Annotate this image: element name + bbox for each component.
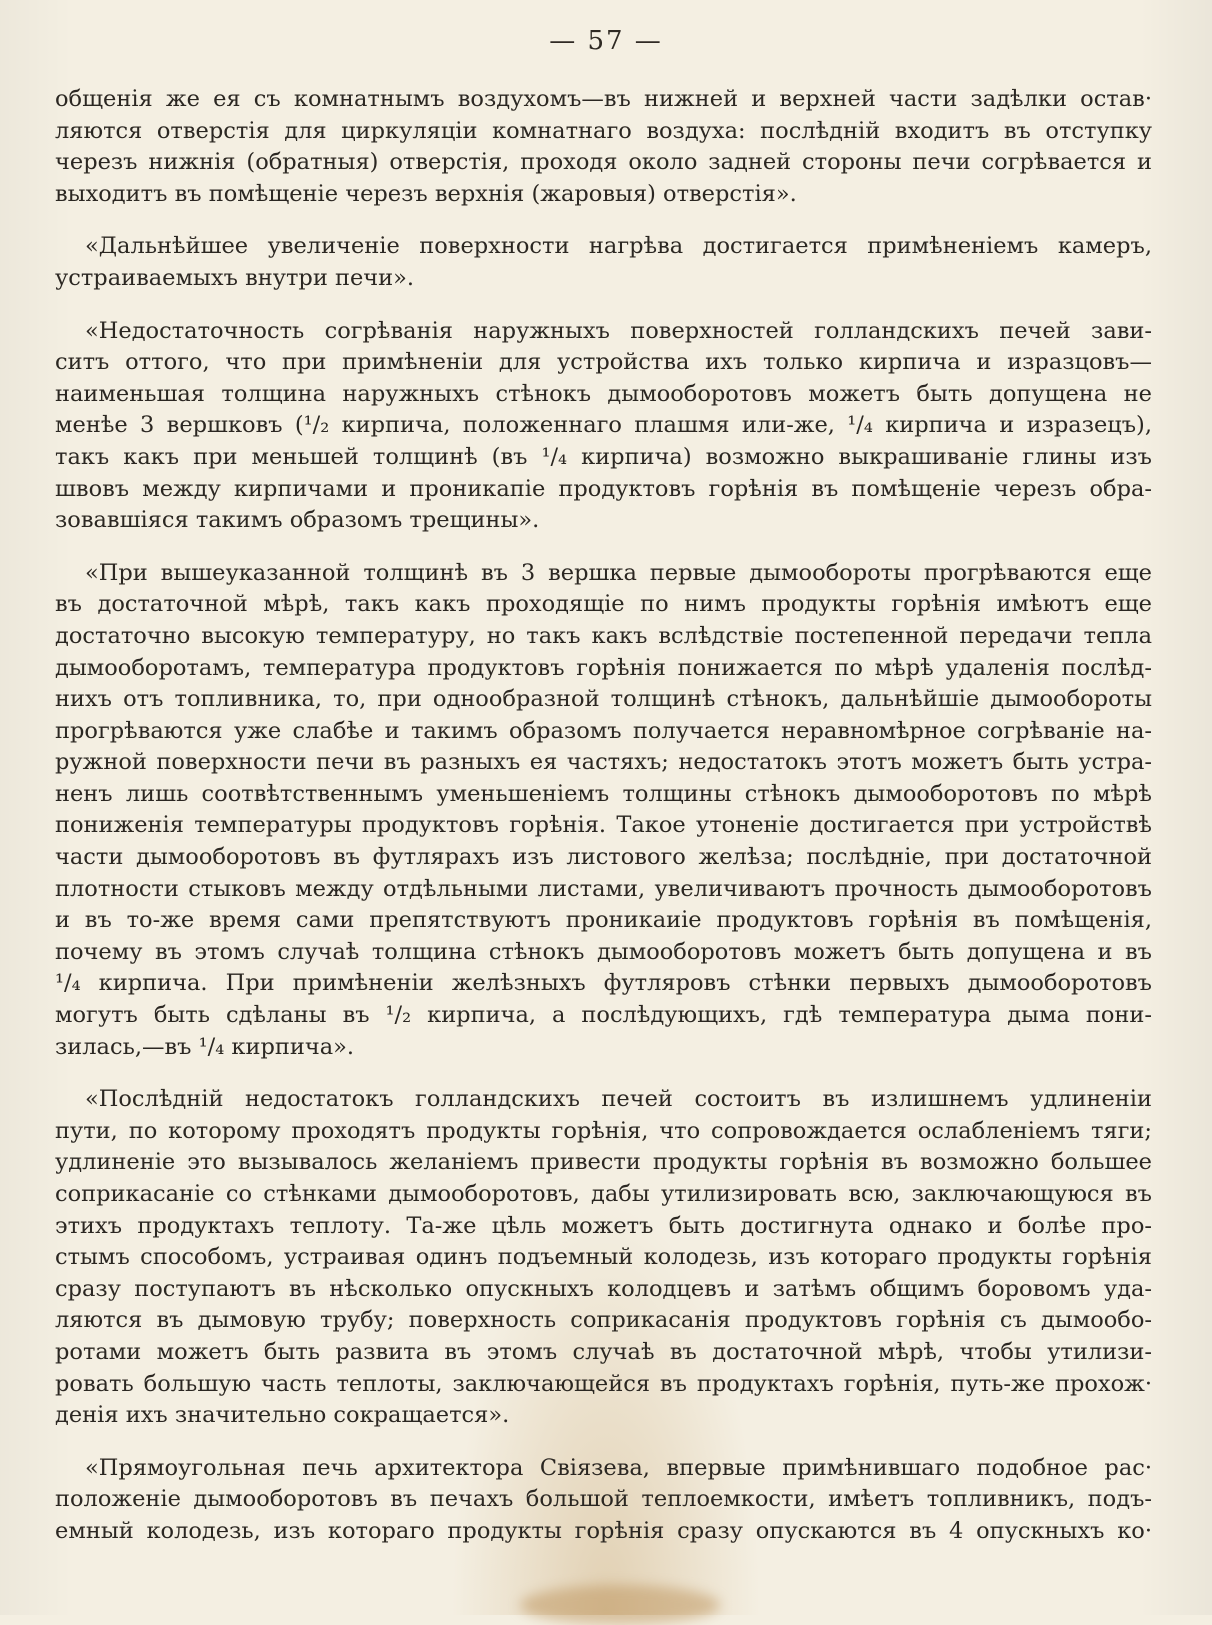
text-line: сразу поступаютъ въ нѣсколько опускныхъ колодцевъ и затѣмъ общимъ боровомъ уда- (55, 1275, 1152, 1302)
text-line: положеніе дымооборотовъ въ печахъ большой теплоемкости, имѣетъ топливникъ, подъ- (55, 1486, 1152, 1513)
page-number: — 57 — (549, 26, 663, 56)
text-line: достаточно высокую температуру, но такъ какъ вслѣдствіе постепенной передачи тепла (55, 622, 1152, 649)
text-line: пониженія температуры продуктовъ горѣнія. Такое утоненіе достигается при устройствѣ (55, 812, 1152, 839)
text-line: и въ то-же время сами препятствуютъ проникаиіе продуктовъ горѣнія въ помѣщенія, (55, 907, 1152, 934)
text-line: «Дальнѣйшее увеличеніе поверхности нагрѣва достигается примѣненіемъ камеръ, (85, 233, 1152, 260)
text-line: нихъ отъ топливника, то, при однообразной толщинѣ стѣнокъ, дальнѣйшіе дымообороты (55, 686, 1152, 713)
text-line: этихъ продуктахъ теплоту. Та-же цѣль можетъ быть достигнута однако и болѣе про- (55, 1212, 1152, 1239)
text-line: почему въ этомъ случаѣ толщина стѣнокъ дымооборотовъ можетъ быть допущена и въ (55, 938, 1152, 965)
text-line: ¹/₄ кирпича. При примѣненіи желѣзныхъ футляровъ стѣнки первыхъ дымооборотовъ (55, 970, 1152, 997)
text-line: выходитъ въ помѣщеніе черезъ верхнія (жаровыя) отверстія». (55, 180, 797, 207)
text-line: менѣе 3 вершковъ (¹/₂ кирпича, положеннаго плашмя или-же, ¹/₄ кирпича и изразецъ), (55, 412, 1152, 439)
text-line: зилась,—въ ¹/₄ кирпича». (55, 1033, 355, 1060)
text-line: ротами можетъ быть развита въ этомъ случаѣ въ достаточной мѣрѣ, чтобы утилизи- (55, 1338, 1152, 1365)
text-line: емный колодезь, изъ котораго продукты горѣнія сразу опускаются въ 4 опускныхъ ко· (55, 1517, 1152, 1544)
text-line: наименьшая толщина наружныхъ стѣнокъ дымооборотовъ можетъ быть допущена не (55, 380, 1152, 407)
text-line: части дымооборотовъ въ футлярахъ изъ листового желѣза; послѣдніе, при достаточной (55, 844, 1152, 871)
text-line: ляются отверстія для циркуляціи комнатнаго воздуха: послѣдній входитъ въ отступку (55, 117, 1152, 144)
paragraph (55, 231, 1152, 294)
text-line: ляются въ дымовую трубу; поверхность соприкасанія продуктовъ горѣнія съ дымообо- (55, 1307, 1152, 1334)
text-line: денія ихъ значительно сокращается». (55, 1402, 510, 1429)
text-line: «При вышеуказанной толщинѣ въ 3 вершка первые дымообороты прогрѣваются еще (85, 559, 1152, 586)
text-line: въ достаточной мѣрѣ, такъ какъ проходящіе по нимъ продукты горѣнія имѣютъ еще (55, 591, 1152, 618)
text-line: ситъ оттого, что при примѣненіи для устройства ихъ только кирпича и изразцовъ— (55, 349, 1152, 376)
text-line: дымооборотамъ, температура продуктовъ горѣнія понижается по мѣрѣ удаленія послѣд- (55, 654, 1152, 681)
text-line: ружной поверхности печи въ разныхъ ея частяхъ; недостатокъ этотъ можетъ быть устра- (55, 749, 1152, 776)
text-line: общенія же ея съ комнатнымъ воздухомъ—въ нижней и верхней части задѣлки остав· (55, 86, 1152, 112)
text-line: «Прямоугольная печь архитектора Свіязева, впервые примѣнившаго подобное рас· (85, 1454, 1152, 1481)
text-line: такъ какъ при меньшей толщинѣ (въ ¹/₄ кирпича) возможно выкрашиваніе глины изъ (55, 443, 1152, 470)
paragraph (55, 84, 1152, 210)
text-line: соприкасаніе со стѣнками дымооборотовъ, дабы утилизировать всю, заключающуюся въ (55, 1181, 1152, 1207)
paragraph (55, 558, 1152, 1064)
paragraph (55, 1453, 1152, 1548)
text-line: черезъ нижнія (обратныя) отверстія, проходя около задней стороны печи согрѣвается и (55, 149, 1152, 176)
text-line: «Послѣдній недостатокъ голландскихъ печей состоитъ въ излишнемъ удлиненіи (85, 1086, 1152, 1113)
text-line: могутъ быть сдѣланы въ ¹/₂ кирпича, а послѣдующихъ, гдѣ температура дыма пони- (55, 1002, 1152, 1029)
text-line: швовъ между кирпичами и проникапіе продуктовъ горѣнія въ помѣщеніе черезъ обра- (55, 475, 1152, 502)
text-line: устраиваемыхъ внутри печи». (55, 264, 415, 291)
text-line: плотности стыковъ между отдѣльными листами, увеличиваютъ прочность дымооборотовъ (55, 875, 1152, 902)
paragraph (55, 316, 1152, 537)
paragraph (55, 1084, 1152, 1432)
paper-stain (520, 1585, 720, 1625)
text-line: ровать большую часть теплоты, заключающейся въ продуктахъ горѣнія, путь-же прохож· (55, 1370, 1152, 1397)
text-line: зовавшіяся такимъ образомъ трещины». (55, 507, 540, 534)
text-line: удлиненіе это вызывалось желаніемъ привести продукты горѣнія въ возможно большее (55, 1149, 1152, 1176)
text-line: пути, по которому проходятъ продукты горѣнія, что сопровождается ослабленіемъ тяги; (55, 1117, 1152, 1144)
text-line: прогрѣваются уже слабѣе и такимъ образомъ получается неравномѣрное согрѣваніе на- (55, 717, 1152, 744)
text-line: стымъ способомъ, устраивая одинъ подъемный колодезь, изъ котораго продукты горѣнія (55, 1244, 1152, 1271)
text-line: ненъ лишь соотвѣтственнымъ уменьшеніемъ толщины стѣнокъ дымооборотовъ по мѣрѣ (55, 780, 1152, 807)
page-body (55, 84, 1152, 1548)
text-line: «Недостаточность согрѣванія наружныхъ поверхностей голландскихъ печей зави- (85, 317, 1152, 344)
